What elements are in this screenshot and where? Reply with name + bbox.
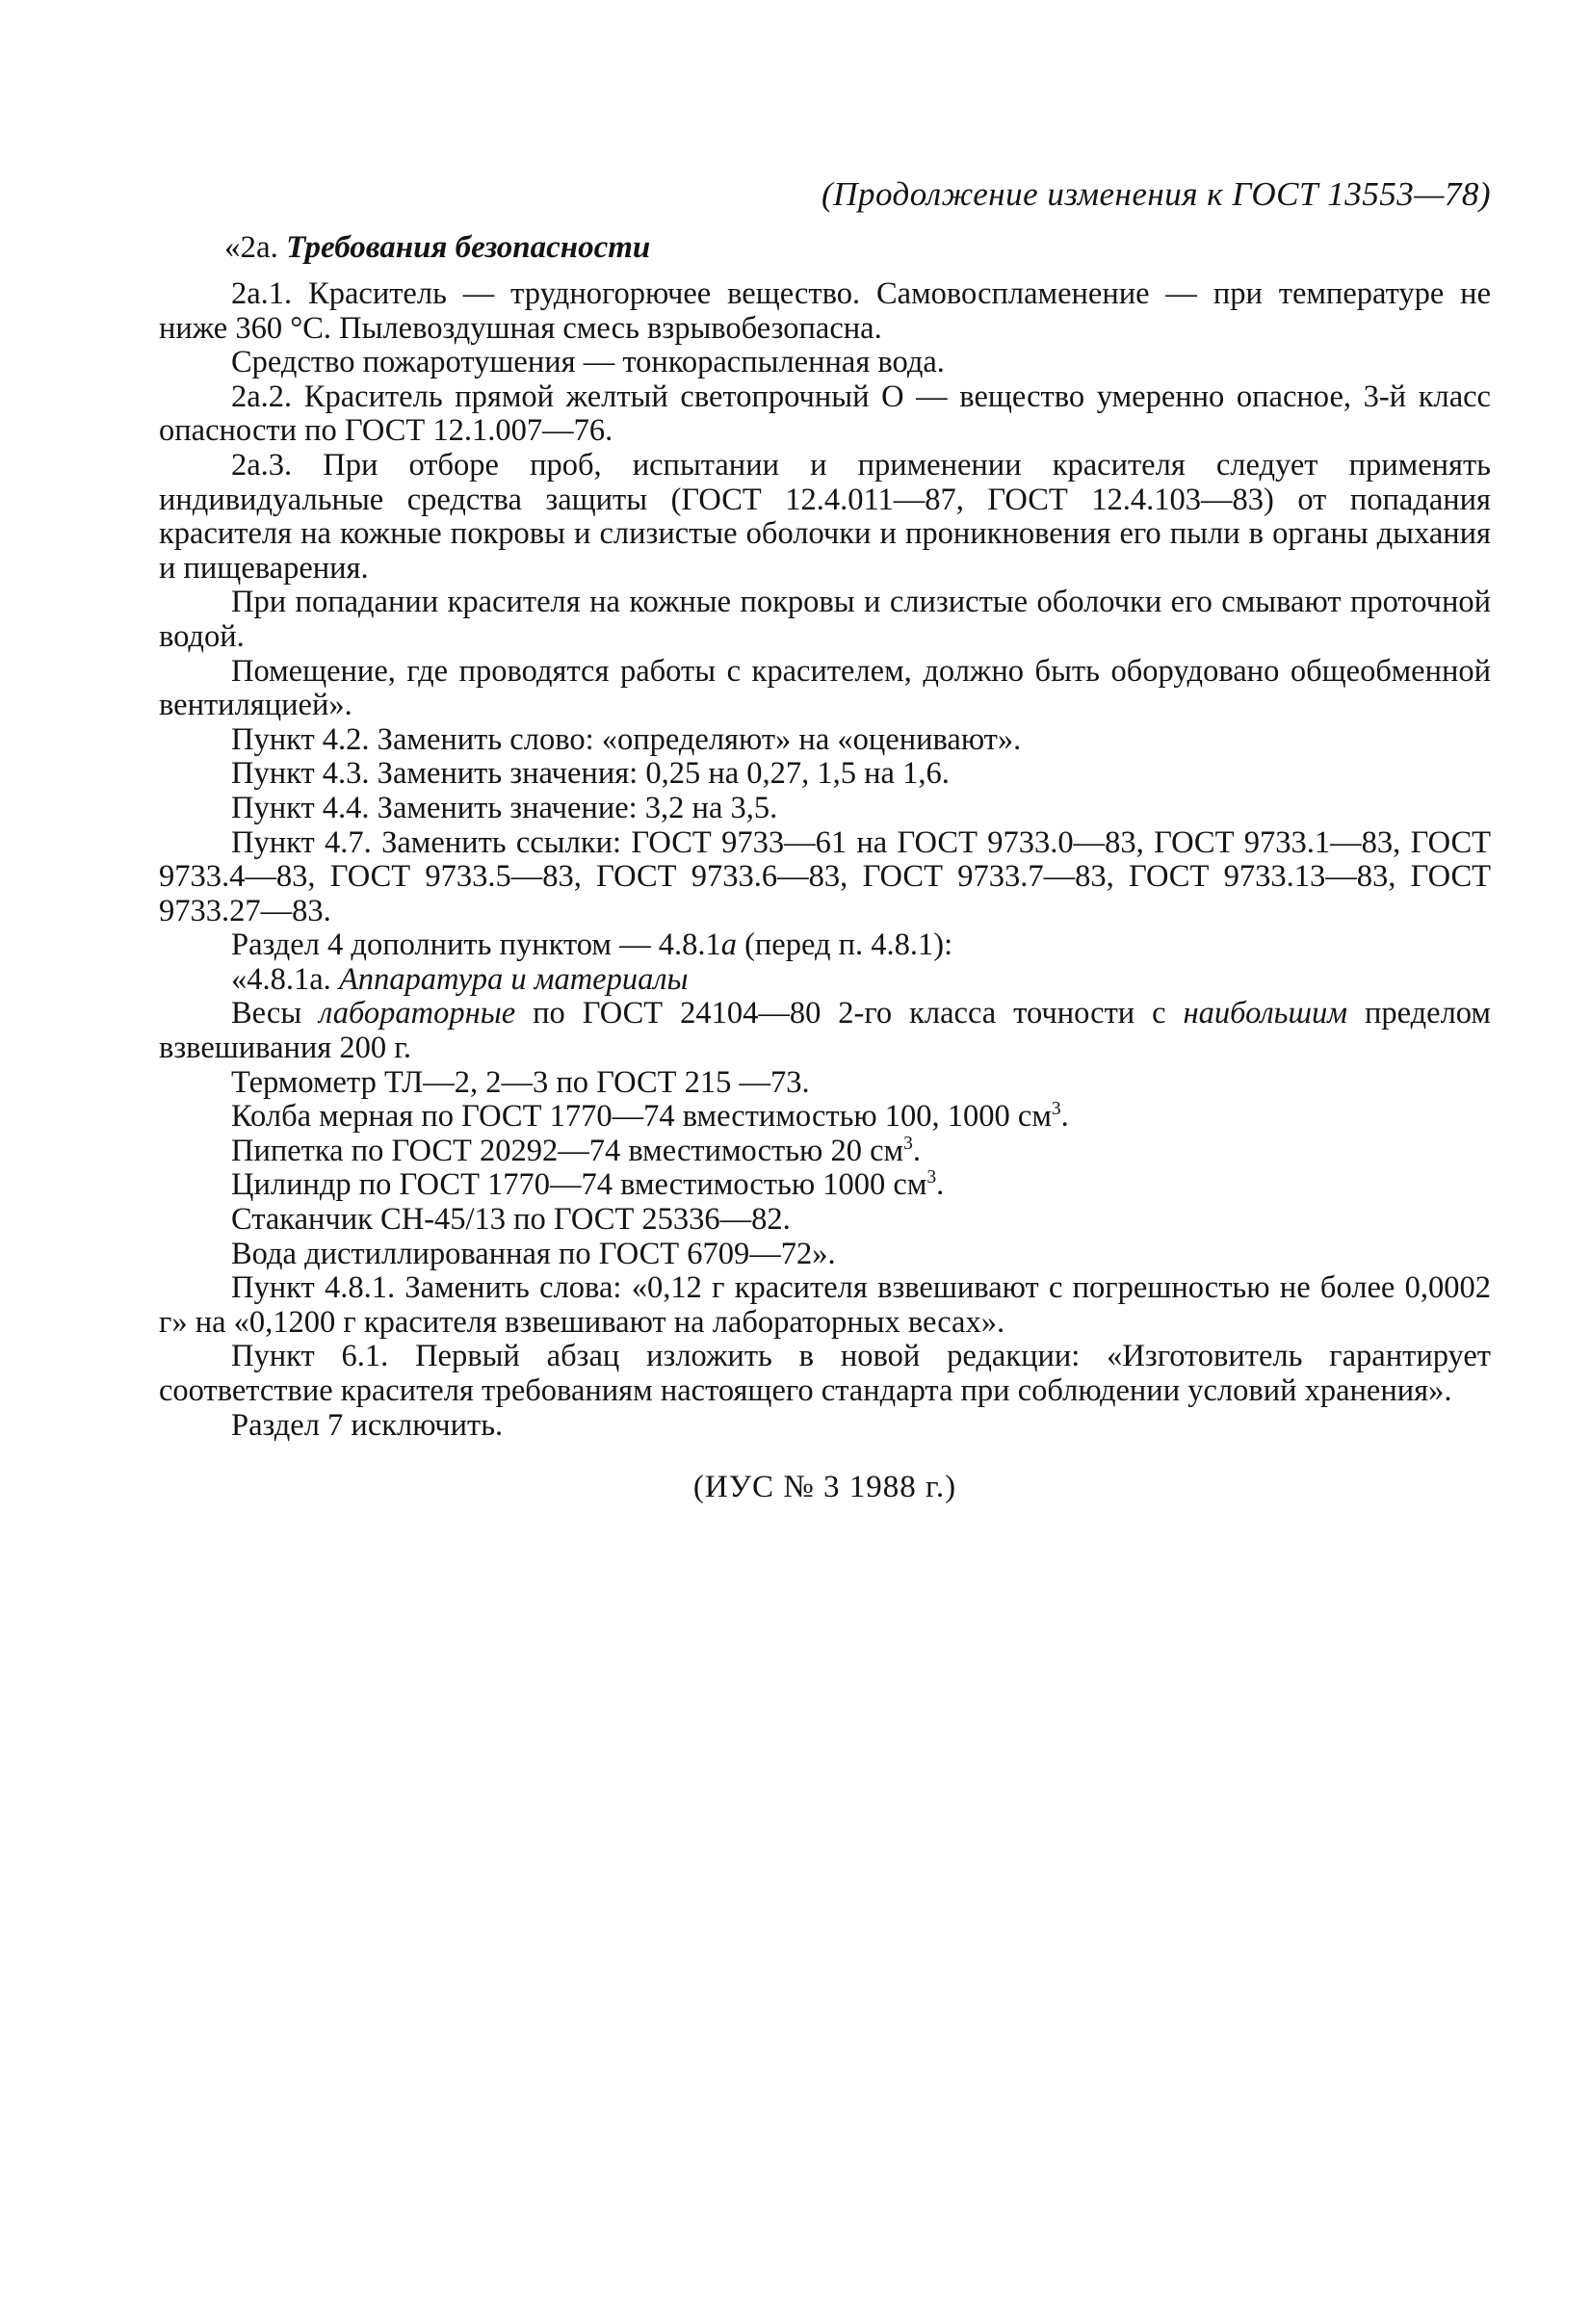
kolba-sup: 3 <box>1051 1099 1061 1120</box>
ius-footer: (ИУС № 3 1988 г.) <box>692 1470 957 1505</box>
paragraph-6-1: Пункт 6.1. Первый абзац изложить в новой редакции: «Изготовитель гарантирует соответствие красителя требованиям настоящего стандарта при соблюдении условий хранения». <box>159 1339 1491 1408</box>
paragraph-termometr: Термометр ТЛ—2, 2—3 по ГОСТ 215 —73. <box>231 1064 810 1100</box>
paragraph-4-8-1: Пункт 4.8.1. Заменить слова: «0,12 г красителя взвешивают с погрешностью не более 0,0002 г» на «0,1200 г красителя взвешивают на лабораторных весах». <box>159 1270 1491 1340</box>
kolba-dot: . <box>1060 1099 1069 1135</box>
item-4-8-1a-title: Аппаратура и материалы <box>338 961 689 997</box>
paragraph-2a1-fire: Средство пожаротушения — тонкораспыленная вода. <box>231 345 945 380</box>
cilindr-sup: 3 <box>926 1167 937 1188</box>
paragraph-4-7: Пункт 4.7. Заменить ссылки: ГОСТ 9733—61 на ГОСТ 9733.0—83, ГОСТ 9733.1—83, ГОСТ 9733.4—83, ГОСТ 9733.5—83, ГОСТ 9733.6—83, ГОСТ 9733.7—83, ГОСТ 9733.13—83, ГОСТ 9733.27—83. <box>159 824 1491 928</box>
paragraph-razdel-4 <box>159 928 1491 963</box>
paragraph-voda: Вода дистиллированная по ГОСТ 6709—72». <box>231 1236 836 1271</box>
paragraph-cilindr <box>159 1168 1491 1203</box>
vesy-c: пределом взвешивания 200 г. <box>159 996 1491 1066</box>
section-title-text: Требования безопасности <box>286 230 651 265</box>
paragraph-kolba <box>159 1100 1491 1135</box>
paragraph-pipetka <box>159 1135 1491 1169</box>
paragraph-razdel-7: Раздел 7 исключить. <box>231 1407 504 1443</box>
razdel-4-note: (перед п. 4.8.1): <box>736 927 953 963</box>
section-title <box>224 227 1491 268</box>
vesy-a: Весы <box>231 996 320 1031</box>
paragraph-2a3-wash: При попадании красителя на кожные покровы и слизистые оболочки его смывают проточной водой. <box>159 585 1491 654</box>
razdel-4-suffix: а <box>720 927 737 963</box>
paragraph-2a2: 2а.2. Краситель прямой желтый светопрочный О — вещество умеренно опасное, 3-й класс опасности по ГОСТ 12.1.007—76. <box>159 379 1491 449</box>
section-title-prefix: «2а. <box>224 230 287 265</box>
paragraph-2a3: 2а.3. При отборе проб, испытании и применении красителя следует применять индивидуальные средства защиты (ГОСТ 12.4.011—87, ГОСТ 12.4.103—83) от попадания красителя на кожные покровы и слизистые оболочки и проникновения его пыли в органы дыхания и пищеварения. <box>159 447 1491 586</box>
paragraph-4-4: Пункт 4.4. Заменить значение: 3,2 на 3,5. <box>231 790 778 825</box>
vesy-italic-1: лабораторные <box>319 996 516 1031</box>
kolba-text: Колба мерная по ГОСТ 1770—74 вместимостью 100, 1000 см <box>231 1099 1052 1135</box>
paragraph-4-3: Пункт 4.3. Заменить значения: 0,25 на 0,27, 1,5 на 1,6. <box>231 756 950 792</box>
document-page <box>159 171 1491 1506</box>
pipetka-sup: 3 <box>903 1134 913 1155</box>
paragraph-2a1: 2а.1. Краситель — трудногорючее вещество. Самовоспламенение — при температуре не ниже 360 °С. Пылевоздушная смесь взрывобезопасна. <box>159 276 1491 346</box>
pipetka-dot: . <box>912 1133 921 1168</box>
paragraph-vesy <box>159 997 1491 1065</box>
pipetka-text: Пипетка по ГОСТ 20292—74 вместимостью 20 см <box>231 1133 904 1168</box>
item-4-8-1a-prefix: «4.8.1а. <box>231 961 339 997</box>
cilindr-dot: . <box>936 1167 945 1203</box>
paragraph-2a3-ventilation: Помещение, где проводятся работы с красителем, должно быть оборудовано общеобменной вентиляцией». <box>159 653 1491 723</box>
paragraph-4-8-1a <box>159 963 1491 998</box>
cilindr-text: Цилиндр по ГОСТ 1770—74 вместимостью 1000 см <box>231 1167 927 1203</box>
continuation-header: (Продолжение изменения к ГОСТ 13553—78) <box>822 175 1491 213</box>
paragraph-4-2: Пункт 4.2. Заменить слово: «определяют» на «оценивают». <box>231 721 1022 757</box>
vesy-b: по ГОСТ 24104—80 2-го класса точности с <box>515 996 1184 1031</box>
razdel-4-text: Раздел 4 дополнить пунктом — 4.8.1 <box>231 927 721 963</box>
paragraph-stakanchik: Стаканчик СН-45/13 по ГОСТ 25336—82. <box>231 1202 791 1238</box>
vesy-italic-2: наибольшим <box>1183 996 1347 1031</box>
